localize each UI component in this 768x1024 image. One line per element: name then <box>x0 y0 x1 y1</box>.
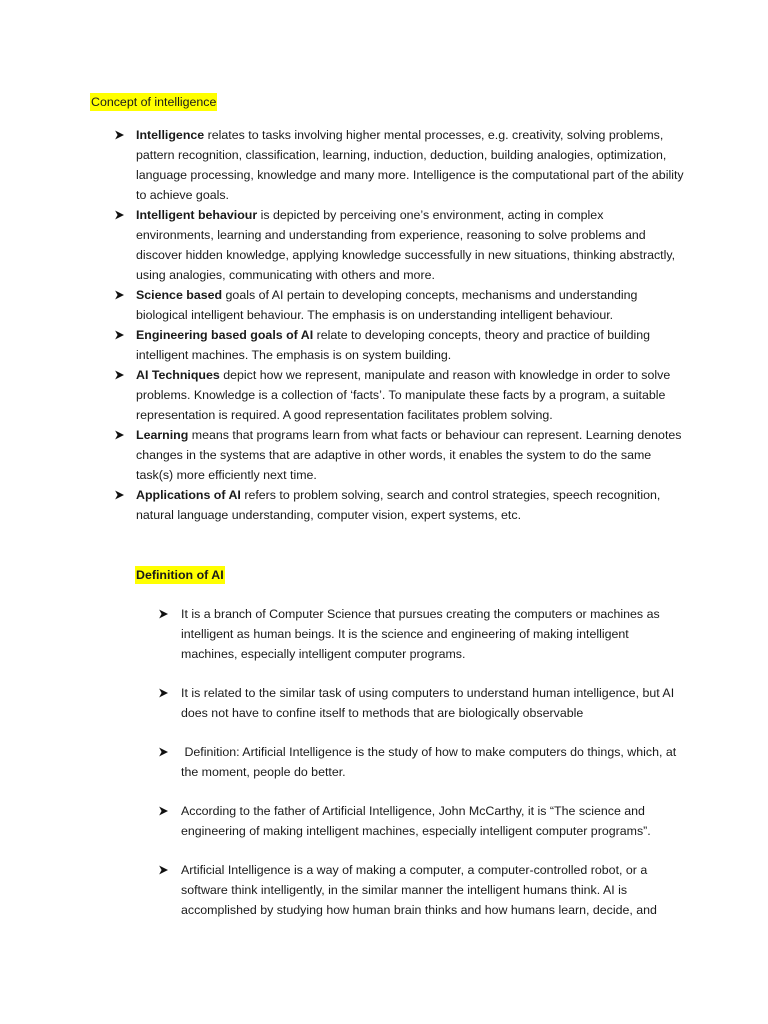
item-term: AI Techniques <box>136 368 220 382</box>
arrow-bullet-icon <box>114 205 128 225</box>
item-term: Engineering based goals of AI <box>136 328 314 342</box>
list-item <box>114 425 684 485</box>
item-text: refers to problem solving, search and control strategies, speech recognition, natural language understanding, computer vision, expert systems, etc. <box>136 488 661 522</box>
list-item <box>158 860 684 920</box>
list-item <box>114 365 684 425</box>
item-text: According to the father of Artificial Intelligence, John McCarthy, it is “The science and engineering of making intelligent machines, especially intelligent computer programs”. <box>181 804 651 838</box>
list-item <box>158 604 684 664</box>
list-item <box>158 801 684 841</box>
item-term: Science based <box>136 288 223 302</box>
arrow-bullet-icon <box>114 285 128 305</box>
item-text: depict how we represent, manipulate and reason with knowledge in order to solve problems. Knowledge is a collection of ‘facts’. To manipulate these facts by a program, a suitable representation is required. A good representation facilitates problem solving. <box>136 368 671 422</box>
item-text: relate to developing concepts, theory and practice of building intelligent machines. The emphasis is on system building. <box>136 328 651 362</box>
arrow-bullet-icon <box>158 604 172 624</box>
list-item <box>114 325 684 365</box>
item-term: Learning <box>136 428 189 442</box>
item-text: Artificial Intelligence is a way of making a computer, a computer-controlled robot, or a software think intelligently, in the similar manner the intelligent humans think. AI is accomplished by studying how human brain thinks and how humans learn, decide, and <box>181 863 657 917</box>
list-item <box>114 485 684 525</box>
item-term: Intelligence <box>136 128 205 142</box>
list-item <box>158 683 684 723</box>
arrow-bullet-icon <box>114 365 128 385</box>
arrow-bullet-icon <box>114 425 128 445</box>
section-heading-concept: Concept of intelligence <box>91 95 217 109</box>
arrow-bullet-icon <box>114 125 128 145</box>
list-item <box>114 125 684 205</box>
item-term: Intelligent behaviour <box>136 208 258 222</box>
definition-list <box>158 604 684 939</box>
concept-list <box>114 125 684 525</box>
arrow-bullet-icon <box>158 683 172 703</box>
item-text: Definition: Artificial Intelligence is the study of how to make computers do things, which, at the moment, people do better. <box>181 745 680 779</box>
item-text: It is related to the similar task of using computers to understand human intelligence, but AI does not have to confine itself to methods that are biologically observable <box>181 686 675 720</box>
section-heading-definition: Definition of AI <box>136 568 224 582</box>
list-item <box>114 205 684 285</box>
item-text: is depicted by perceiving one’s environment, acting in complex environments, learning and understanding from experience, reasoning to solve problems and discover hidden knowledge, applying knowledge successfully in new situations, thinking abstractly, using analogies, communicating with others and more. <box>136 208 676 282</box>
arrow-bullet-icon <box>114 485 128 505</box>
item-text: goals of AI pertain to developing concepts, mechanisms and understanding biological intelligent behaviour. The emphasis is on understanding intelligent behaviour. <box>136 288 638 322</box>
item-text: means that programs learn from what facts or behaviour can represent. Learning denotes changes in the systems that are adaptive in other words, it enables the system to do the same task(s) more efficiently next time. <box>136 428 682 482</box>
list-item <box>158 742 684 782</box>
item-text: relates to tasks involving higher mental processes, e.g. creativity, solving problems, pattern recognition, classification, learning, induction, deduction, building analogies, optimization, language processing, knowledge and many more. Intelligence is the computational part of the ability to achieve goals. <box>136 128 684 202</box>
arrow-bullet-icon <box>114 325 128 345</box>
item-text: It is a branch of Computer Science that pursues creating the computers or machines as intelligent as human beings. It is the science and engineering of making intelligent machines, especially intelligent computer programs. <box>181 607 660 661</box>
arrow-bullet-icon <box>158 801 172 821</box>
item-term: Applications of AI <box>136 488 241 502</box>
arrow-bullet-icon <box>158 860 172 880</box>
arrow-bullet-icon <box>158 742 172 762</box>
list-item <box>114 285 684 325</box>
